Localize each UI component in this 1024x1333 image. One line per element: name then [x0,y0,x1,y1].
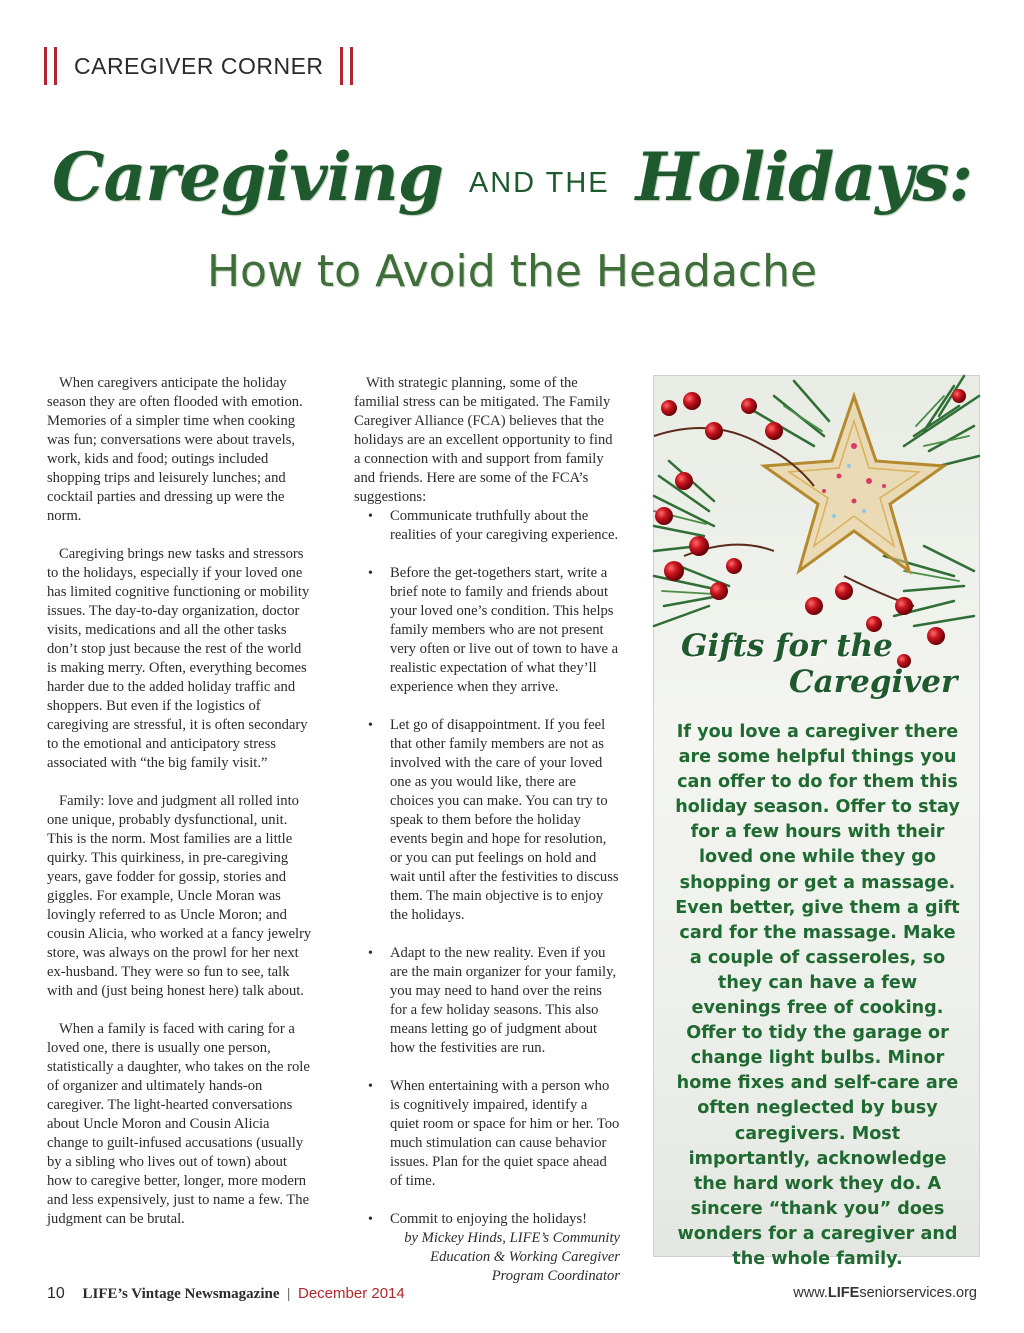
byline [354,1229,620,1286]
article-title [0,138,1024,216]
column-left [47,374,314,1248]
paragraph: Family: love and judgment all rolled into one unique, probably dysfunctional, unit. This is the norm. Most families are a little quirky. This quirkiness, in pre-caregiving years, gave fodder for gossip, stories and giggles. For example, Uncle Moran was lovingly referred to as Uncle Moron; and cousin Alicia, who worked at a fancy jewelry store, was always on the prowl for her next ex-husband. They were so fun to see, talk with and (just being honest here) talk about. [47,793,312,999]
list-item: • When entertaining with a person who is cognitively impaired, identify a quiet room or space for him or her. Too much stimulation can cause behavior issues. Plan for the quiet space ahead of time. [390,1077,620,1191]
paragraph: When caregivers anticipate the holiday season they are often flooded with emotion. Memories of a simpler time when cooking was fun; conversations were about travels, work, kids and food; outings included shopping trips and leisurely lunches; and cocktail parties and dressing up were the norm. [47,375,303,524]
byline-line: by Mickey Hinds, LIFE’s Community [404,1230,620,1246]
section-title: CAREGIVER CORNER [74,52,324,79]
issue-date: December 2014 [298,1285,405,1302]
title-word-holidays: Holidays: [635,138,972,216]
divider-bar [340,47,343,85]
list-item: • Adapt to the new reality. Even if you are the main organizer for your family, you may need to hand over the reins for a few holiday seasons. This also means letting go of judgment about how the festivities are run. [390,944,620,1058]
list-item: • Let go of disappointment. If you feel that other family members are not as involved with the care of your loved one as you would like, there are choices you can make. You can try to speak to them before the holiday events begin and hope for resolution, or you can put feelings on hold and wait until after the festivities to discuss them. The main objective is to enjoy the holidays. [390,716,620,925]
paragraph: When a family is faced with caring for a loved one, there is usually one person, statistically a daughter, who takes on the role of organizer and ultimately hands-on caregiver. The light-hearted conversations about Uncle Moron and Cousin Alicia change to guilt-infused accusations (usually by a sibling who lives out of town) about how to caregive better, longer, more modern and less expensively, just to name a few. The judgment can be brutal. [47,1021,310,1227]
sidebar-title [681,628,957,700]
footer-separator: | [287,1286,291,1302]
url-suffix: seniorservices.org [859,1285,977,1301]
footer-left [47,1285,405,1303]
footer-url[interactable] [793,1285,977,1301]
page-number: 10 [47,1285,65,1302]
article-subtitle: How to Avoid the Headache [206,246,818,297]
divider-bar [350,47,353,85]
paragraph: Caregiving brings new tasks and stressors to the holidays, especially if your loved one has limited cognitive functioning or mobility issues. The day-to-day organization, doctor visits, medications and all the other tasks don’t stop just because the rest of the world is making merry. Often, everything becomes harder due to the added holiday traffic and shoppers. But even if the logistics of caregiving are stressful, it is often secondary to the emotional and anticipatory stress associated with “the big family visit.” [47,546,310,771]
sidebar-gifts [653,375,980,1269]
title-word-caregiving: Caregiving [52,138,443,216]
url-prefix: www. [793,1285,828,1301]
column-middle [354,374,620,1286]
list-item: • Commit to enjoying the holidays! [390,1210,620,1229]
sidebar-title-line: Gifts for the [681,628,893,664]
publication-name: LIFE’s Vintage Newsmagazine [82,1286,280,1302]
divider-bar [54,47,57,85]
sidebar-body: If you love a caregiver there are some helpful things you can offer to do for them this holiday season. Offer to stay for a few hours with their loved one while they go shopping or get a massage. Even better, give them a gift card for the massage. Make a couple of casseroles, so they can have a few evenings free of cooking. Offer to tidy the garage or change light bulbs. Minor home fixes and self-care are often neglected by busy caregivers. Most importantly, acknowledge the hard work they do. A sincere “thank you” does wonders for a caregiver and the whole family. [675,722,960,1269]
paragraph: With strategic planning, some of the familial stress can be mitigated. The Family Caregiver Alliance (FCA) believes that the holidays are an excellent opportunity to find a connection with and support from family and friends. Here are some of the FCA’s suggestions: [354,375,613,505]
suggestion-list [354,507,620,1229]
title-connector: AND THE [468,167,610,199]
list-item: • Before the get-togethers start, write a brief note to family and friends about your loved one’s condition. This helps family members who are not present very often or live out of town to have a realistic expectation of what they’ll experience when they arrive. [390,564,620,697]
sidebar-title-line: Caregiver [789,664,958,700]
divider-bar [44,47,47,85]
byline-line: Program Coordinator [491,1268,620,1284]
byline-line: Education & Working Caregiver [430,1249,620,1265]
url-brand: LIFE [827,1285,860,1301]
list-item: • Communicate truthfully about the realities of your caregiving experience. [390,507,620,545]
section-header [44,44,360,88]
